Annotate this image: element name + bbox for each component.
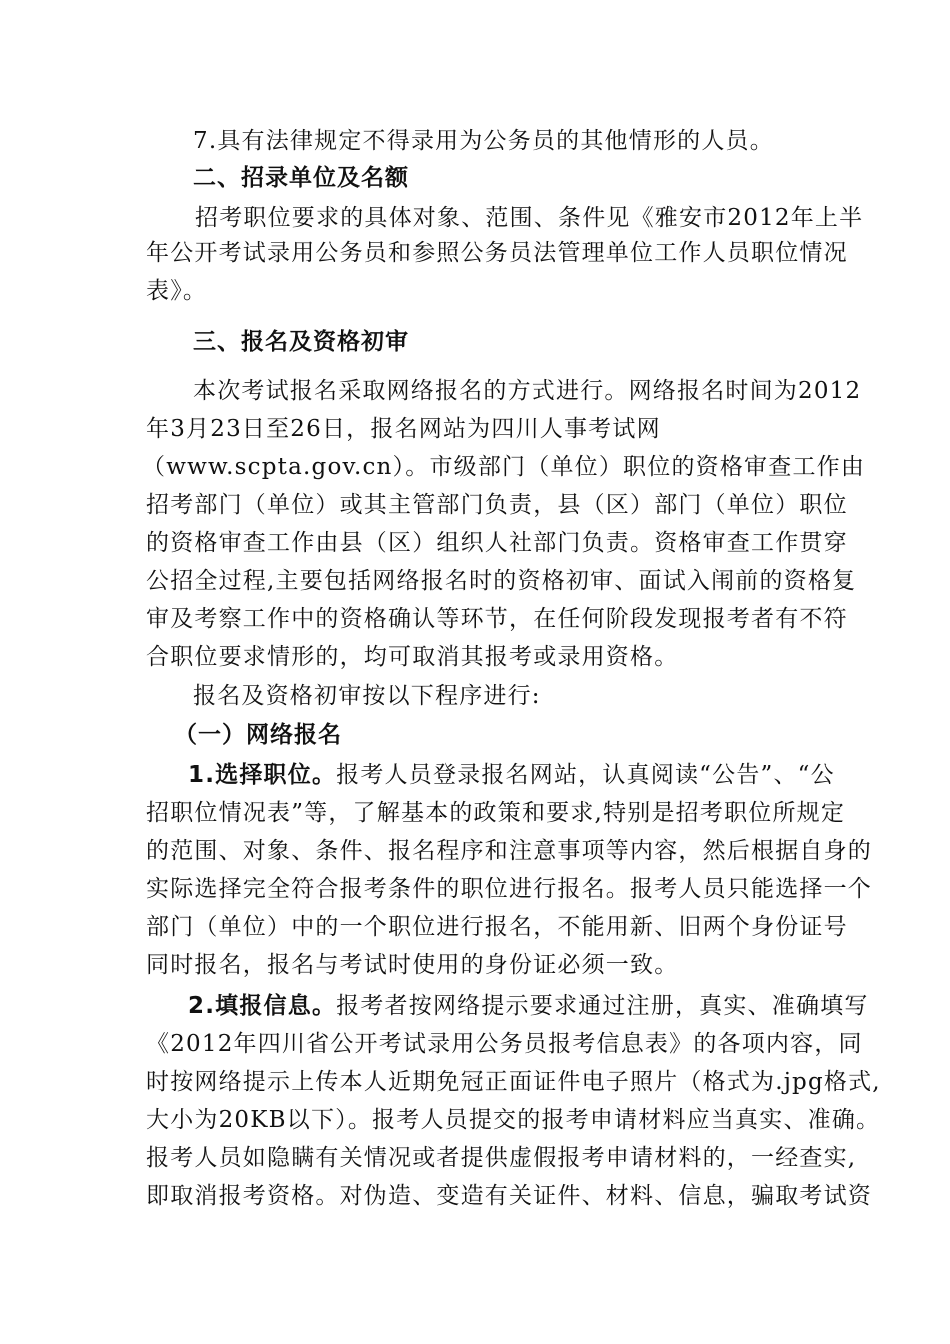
section-3-line-1: 本次考试报名采取网络报名的方式进行。网络报名时间为2012 (193, 378, 862, 404)
section-2-line-1: 招考职位要求的具体对象、范围、条件见《雅安市2012年上半 (195, 205, 864, 231)
step-1-line-3: 的范围、对象、条件、报名程序和注意事项等内容，然后根据自身的 (146, 838, 872, 864)
step-2-line-5: 报考人员如隐瞒有关情况或者提供虚假报考申请材料的，一经查实, (146, 1145, 857, 1171)
section-2-line-3: 表》。 (146, 278, 208, 304)
section-3-line-4: 招考部门（单位）或其主管部门负责，县（区）部门（单位）职位 (146, 492, 848, 518)
step-1-line-1 (188, 760, 835, 790)
step-2-line-4: 大小为20KB以下）。报考人员提交的报考申请材料应当真实、准确。 (146, 1107, 881, 1133)
procedure-intro: 报名及资格初审按以下程序进行: (193, 683, 541, 709)
section-3-line-3: （www.scpta.gov.cn）。市级部门（单位）职位的资格审查工作由 (142, 454, 866, 480)
step-2-line-6: 即取消报考资格。对伪造、变造有关证件、材料、信息，骗取考试资 (146, 1183, 872, 1209)
section-3-line-5: 的资格审查工作由县（区）组织人社部门负责。资格审查工作贯穿 (146, 530, 848, 556)
step-2-text: 报考者按网络提示要求通过注册，真实、准确填写 (336, 993, 869, 1019)
section-3-line-7: 审及考察工作中的资格确认等环节，在任何阶段发现报考者有不符 (146, 606, 848, 632)
section-3-heading: 三、报名及资格初审 (193, 329, 409, 355)
subsection-1-heading: （一）网络报名 (174, 722, 342, 748)
step-1-line-5: 部门（单位）中的一个职位进行报名，不能用新、旧两个身份证号 (146, 914, 848, 940)
step-2-line-3: 时按网络提示上传本人近期免冠正面证件电子照片（格式为.jpg格式, (146, 1069, 881, 1095)
step-1-text: 报考人员登录报名网站，认真阅读“公告”、“公 (336, 762, 835, 788)
step-1-line-4: 实际选择完全符合报考条件的职位进行报名。报考人员只能选择一个 (146, 876, 872, 902)
item-7: 7.具有法律规定不得录用为公务员的其他情形的人员。 (193, 128, 774, 154)
section-3-line-8: 合职位要求情形的，均可取消其报考或录用资格。 (146, 644, 679, 670)
section-2-line-2: 年公开考试录用公务员和参照公务员法管理单位工作人员职位情况 (146, 240, 848, 266)
step-2-line-1 (188, 991, 869, 1021)
step-1-title: 1.选择职位。 (188, 762, 337, 788)
section-3-line-6: 公招全过程,主要包括网络报名时的资格初审、面试入闱前的资格复 (146, 568, 857, 594)
step-2-title: 2.填报信息。 (188, 993, 337, 1019)
step-2-line-2: 《2012年四川省公开考试录用公务员报考信息表》的各项内容，同 (146, 1031, 863, 1057)
step-1-line-6: 同时报名，报名与考试时使用的身份证必须一致。 (146, 952, 679, 978)
section-2-heading: 二、招录单位及名额 (193, 165, 409, 191)
section-3-line-2: 年3月23日至26日，报名网站为四川人事考试网 (146, 416, 661, 442)
step-1-line-2: 招职位情况表”等，了解基本的政策和要求,特别是招考职位所规定 (146, 800, 846, 826)
